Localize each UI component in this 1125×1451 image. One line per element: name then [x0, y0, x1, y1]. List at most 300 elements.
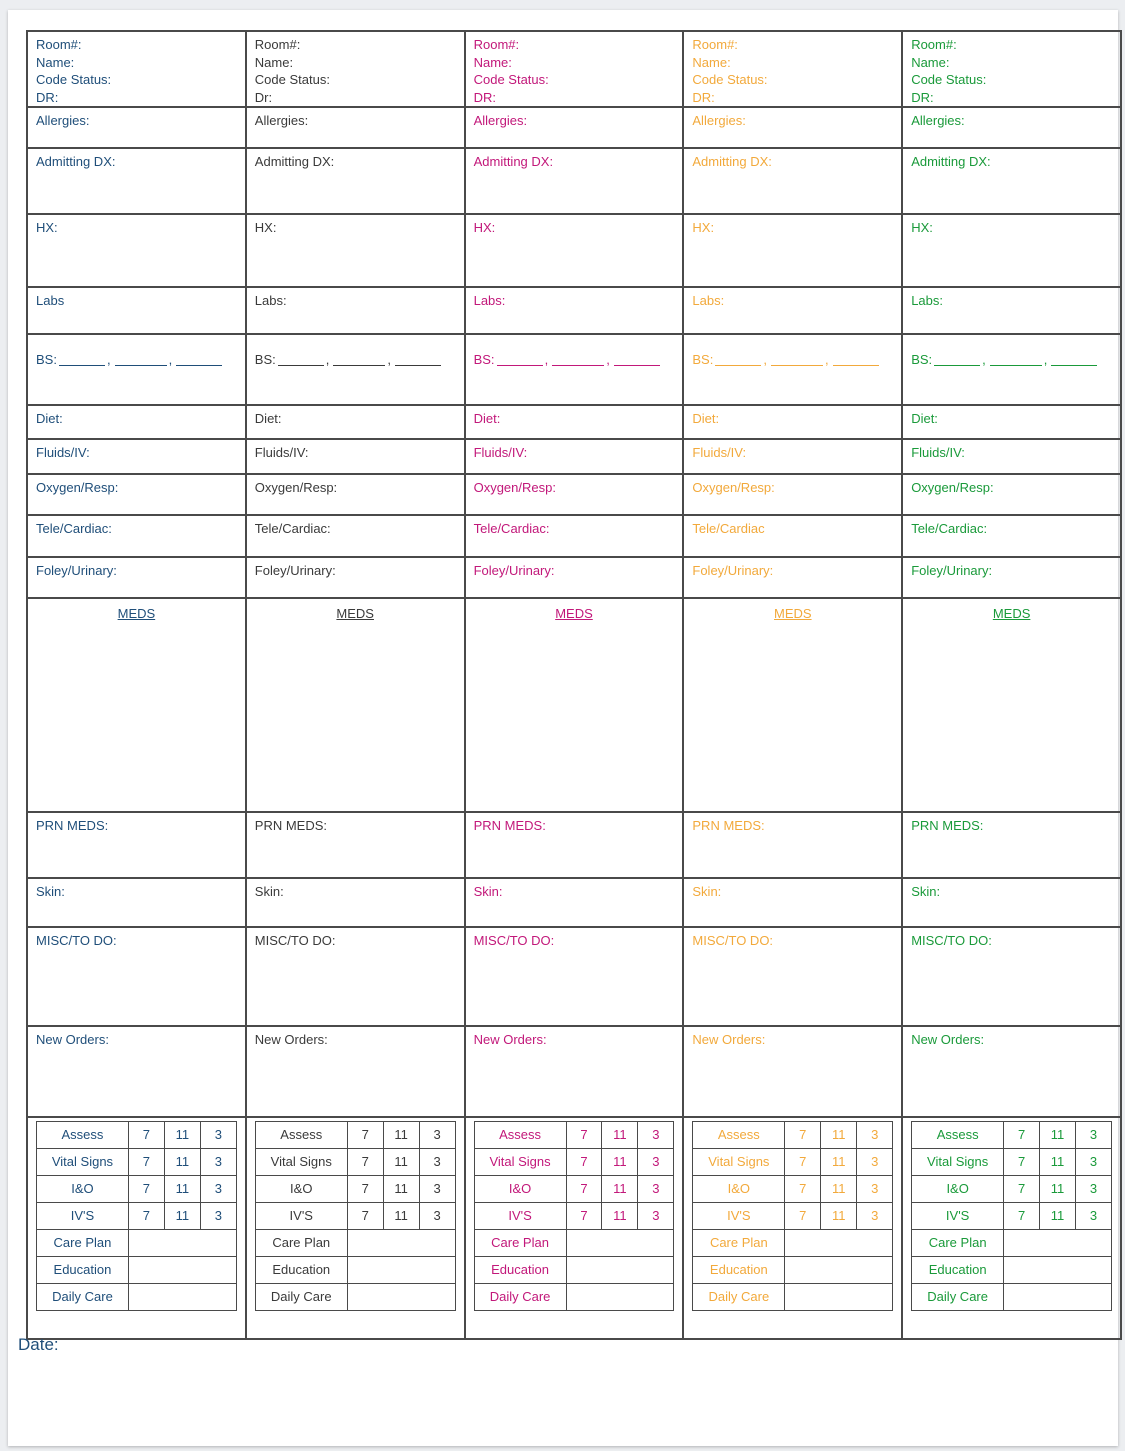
name-label: Name: — [36, 54, 75, 70]
misc-todo-field[interactable] — [903, 926, 1120, 1025]
bs-blank-2[interactable] — [771, 364, 823, 366]
foley-urinary-label: Foley/Urinary: — [36, 563, 117, 578]
skin-label: Skin: — [911, 884, 941, 899]
meds-section[interactable] — [903, 597, 1120, 811]
blood-sugar-field[interactable]: BS: , , — [684, 333, 901, 404]
shift-checklist[interactable] — [903, 1116, 1120, 1340]
foley-urinary-label: Foley/Urinary: — [692, 563, 774, 578]
tele-cardiac-field[interactable] — [903, 514, 1120, 556]
checklist-label: Vital Signs — [693, 1149, 785, 1176]
labs-field[interactable] — [903, 286, 1120, 333]
bs-label: BS: — [692, 352, 714, 367]
time-checkbox[interactable]: 7 — [785, 1203, 821, 1230]
tele-cardiac-field[interactable] — [684, 514, 901, 556]
oxygen-resp-label: Oxygen/Resp: — [692, 480, 775, 495]
checklist-label: Education — [255, 1257, 347, 1284]
fluids-iv-label: Fluids/IV: — [36, 445, 90, 460]
allergies-field[interactable] — [28, 106, 245, 147]
checklist-label: Care Plan — [912, 1230, 1004, 1257]
time-checkbox[interactable]: 3 — [857, 1203, 893, 1230]
time-checkbox[interactable]: 7 — [347, 1176, 383, 1203]
time-checkbox[interactable]: 3 — [1076, 1203, 1112, 1230]
blood-sugar-field[interactable]: BS: , , — [247, 333, 464, 404]
misc-todo-field[interactable] — [466, 926, 683, 1025]
time-checkbox[interactable]: 11 — [602, 1176, 638, 1203]
tele-cardiac-label: Tele/Cardiac: — [473, 521, 550, 536]
code-status-label: Code Status: — [36, 72, 112, 87]
meds-title: MEDS — [555, 606, 593, 621]
hx-field[interactable] — [903, 213, 1120, 286]
time-checkbox[interactable]: 7 — [566, 1203, 602, 1230]
prn-meds-label: PRN MEDS: — [36, 818, 109, 833]
skin-field[interactable] — [684, 877, 901, 926]
hx-label: HX: — [254, 220, 277, 235]
hx-field[interactable] — [28, 213, 245, 286]
checklist-blank[interactable] — [785, 1284, 893, 1311]
meds-section[interactable] — [684, 597, 901, 811]
checklist-label: Assess — [693, 1122, 785, 1149]
code-status-label: Code Status: — [254, 72, 330, 87]
checklist-label: IV'S — [255, 1203, 347, 1230]
bs-blank-3[interactable] — [1051, 364, 1097, 366]
time-checkbox[interactable]: 7 — [128, 1203, 164, 1230]
misc-todo-label: MISC/TO DO: — [254, 933, 336, 948]
time-checkbox[interactable]: 3 — [419, 1122, 455, 1149]
diet-label: Diet: — [36, 411, 63, 426]
tele-cardiac-field[interactable] — [247, 514, 464, 556]
shift-checklist[interactable] — [247, 1116, 464, 1340]
time-checkbox[interactable]: 7 — [128, 1122, 164, 1149]
prn-meds-label: PRN MEDS: — [254, 818, 328, 833]
time-checkbox[interactable]: 7 — [566, 1149, 602, 1176]
date-label: Date: — [18, 1335, 59, 1354]
time-checkbox[interactable]: 3 — [638, 1122, 674, 1149]
allergies-label: Allergies: — [473, 113, 528, 128]
skin-label: Skin: — [36, 884, 65, 899]
prn-meds-field[interactable] — [247, 811, 464, 877]
time-checkbox[interactable]: 11 — [821, 1122, 857, 1149]
checklist-row — [912, 1257, 1112, 1284]
tele-cardiac-label: Tele/Cardiac: — [36, 521, 112, 536]
checklist-row — [255, 1230, 455, 1257]
foley-urinary-field[interactable] — [247, 556, 464, 597]
time-checkbox[interactable]: 3 — [200, 1203, 236, 1230]
checklist-label: Assess — [474, 1122, 566, 1149]
room-number-label: Room#: — [692, 37, 738, 52]
name-label: Name: — [473, 54, 512, 70]
checklist-row — [37, 1176, 237, 1203]
foley-urinary-field[interactable] — [466, 556, 683, 597]
hx-field[interactable] — [466, 213, 683, 286]
bs-blank-1[interactable] — [715, 364, 761, 366]
doctor-label: DR: — [692, 89, 715, 105]
checklist-label: Vital Signs — [474, 1149, 566, 1176]
bs-blank-1[interactable] — [934, 364, 980, 366]
patient-column-1 — [28, 30, 247, 1340]
checklist-blank[interactable] — [785, 1230, 893, 1257]
time-checkbox[interactable]: 3 — [638, 1203, 674, 1230]
checklist-blank[interactable] — [128, 1284, 236, 1311]
meds-section[interactable] — [466, 597, 683, 811]
time-checkbox[interactable]: 3 — [857, 1149, 893, 1176]
prn-meds-field[interactable] — [684, 811, 901, 877]
foley-urinary-field[interactable] — [28, 556, 245, 597]
checklist-row — [37, 1122, 237, 1149]
bs-label: BS: — [473, 352, 495, 367]
code-status-label: Code Status: — [473, 72, 549, 87]
checklist-blank[interactable] — [566, 1284, 674, 1311]
labs-field[interactable] — [247, 286, 464, 333]
labs-label: Labs: — [911, 293, 943, 308]
bs-blank-2[interactable] — [552, 364, 604, 366]
time-checkbox[interactable]: 7 — [128, 1176, 164, 1203]
checklist-row — [693, 1257, 893, 1284]
checklist-row — [37, 1284, 237, 1311]
new-orders-label: New Orders: — [473, 1032, 547, 1047]
checklist-label: Education — [693, 1257, 785, 1284]
time-checkbox[interactable]: 7 — [566, 1176, 602, 1203]
admitting-dx-field[interactable] — [903, 147, 1120, 213]
checklist-row — [37, 1149, 237, 1176]
time-checkbox[interactable]: 11 — [821, 1203, 857, 1230]
diet-field[interactable] — [466, 404, 683, 438]
time-checkbox[interactable]: 3 — [419, 1149, 455, 1176]
time-checkbox[interactable]: 11 — [164, 1149, 200, 1176]
checklist-row — [693, 1122, 893, 1149]
checklist-row — [693, 1203, 893, 1230]
checklist-label: Education — [37, 1257, 129, 1284]
misc-todo-field[interactable] — [28, 926, 245, 1025]
labs-label: Labs: — [254, 293, 287, 308]
time-checkbox[interactable]: 3 — [200, 1176, 236, 1203]
time-checkbox[interactable]: 3 — [419, 1176, 455, 1203]
bs-blank-3[interactable] — [395, 364, 441, 366]
time-checkbox[interactable]: 3 — [200, 1149, 236, 1176]
doctor-label: DR: — [473, 89, 496, 105]
allergies-field[interactable] — [466, 106, 683, 147]
tele-cardiac-label: Tele/Cardiac: — [254, 521, 331, 536]
allergies-field[interactable] — [247, 106, 464, 147]
checklist-row — [37, 1230, 237, 1257]
patient-column-4 — [684, 30, 903, 1340]
diet-label: Diet: — [692, 411, 720, 426]
new-orders-label: New Orders: — [36, 1032, 109, 1047]
checklist-row — [37, 1203, 237, 1230]
checklist-blank[interactable] — [1004, 1257, 1112, 1284]
checklist-blank[interactable] — [1004, 1284, 1112, 1311]
skin-label: Skin: — [254, 884, 284, 899]
fluids-iv-label: Fluids/IV: — [254, 445, 309, 460]
checklist-label: Assess — [37, 1122, 129, 1149]
time-checkbox[interactable]: 7 — [1004, 1122, 1040, 1149]
checklist-blank[interactable] — [128, 1230, 236, 1257]
fluids-iv-field[interactable] — [247, 438, 464, 473]
time-checkbox[interactable]: 3 — [1076, 1122, 1112, 1149]
blood-sugar-field[interactable]: BS: , , — [903, 333, 1120, 404]
header-block[interactable] — [247, 30, 464, 106]
tele-cardiac-field[interactable] — [466, 514, 683, 556]
bs-blank-1[interactable] — [59, 364, 105, 366]
checklist-label: IV'S — [693, 1203, 785, 1230]
time-checkbox[interactable]: 11 — [383, 1122, 419, 1149]
admitting-dx-label: Admitting DX: — [254, 154, 335, 169]
checklist-label: IV'S — [912, 1203, 1004, 1230]
time-checkbox[interactable]: 7 — [1004, 1203, 1040, 1230]
misc-todo-label: MISC/TO DO: — [911, 933, 992, 948]
fluids-iv-field[interactable] — [466, 438, 683, 473]
fluids-iv-field[interactable] — [903, 438, 1120, 473]
checklist-row — [693, 1284, 893, 1311]
bs-blank-1[interactable] — [497, 364, 543, 366]
checklist-blank[interactable] — [566, 1230, 674, 1257]
time-checkbox[interactable]: 11 — [602, 1203, 638, 1230]
time-checkbox[interactable]: 3 — [638, 1149, 674, 1176]
bs-blank-1[interactable] — [278, 364, 324, 366]
checklist-label: Vital Signs — [37, 1149, 129, 1176]
labs-label: Labs: — [692, 293, 725, 308]
new-orders-label: New Orders: — [254, 1032, 328, 1047]
doctor-label: DR: — [36, 89, 59, 105]
checklist-label: Care Plan — [37, 1230, 129, 1257]
new-orders-field[interactable] — [903, 1025, 1120, 1116]
bs-blank-2[interactable] — [115, 364, 167, 366]
time-checkbox[interactable]: 7 — [347, 1149, 383, 1176]
diet-label: Diet: — [911, 411, 938, 426]
time-checkbox[interactable]: 7 — [347, 1122, 383, 1149]
checklist-row — [912, 1203, 1112, 1230]
time-checkbox[interactable]: 11 — [1040, 1122, 1076, 1149]
time-checkbox[interactable]: 11 — [164, 1122, 200, 1149]
foley-urinary-field[interactable] — [903, 556, 1120, 597]
checklist-label: Daily Care — [693, 1284, 785, 1311]
new-orders-label: New Orders: — [911, 1032, 985, 1047]
misc-todo-field[interactable] — [247, 926, 464, 1025]
oxygen-resp-label: Oxygen/Resp: — [254, 480, 338, 495]
new-orders-label: New Orders: — [692, 1032, 766, 1047]
meds-section[interactable] — [28, 597, 245, 811]
shift-checklist[interactable] — [466, 1116, 683, 1340]
time-checkbox[interactable]: 11 — [1040, 1203, 1076, 1230]
prn-meds-label: PRN MEDS: — [911, 818, 984, 833]
hx-field[interactable] — [247, 213, 464, 286]
checklist-blank[interactable] — [785, 1257, 893, 1284]
oxygen-resp-field[interactable] — [466, 473, 683, 514]
checklist-label: IV'S — [474, 1203, 566, 1230]
checklist-table — [692, 1121, 893, 1311]
checklist-blank[interactable] — [1004, 1230, 1112, 1257]
admitting-dx-label: Admitting DX: — [473, 154, 554, 169]
admitting-dx-field[interactable] — [247, 147, 464, 213]
checklist-label: Education — [912, 1257, 1004, 1284]
prn-meds-field[interactable] — [903, 811, 1120, 877]
fluids-iv-field[interactable] — [684, 438, 901, 473]
prn-meds-field[interactable] — [466, 811, 683, 877]
time-checkbox[interactable]: 11 — [602, 1122, 638, 1149]
time-checkbox[interactable]: 11 — [383, 1149, 419, 1176]
time-checkbox[interactable]: 3 — [200, 1122, 236, 1149]
allergies-label: Allergies: — [692, 113, 746, 128]
checklist-row — [912, 1149, 1112, 1176]
diet-field[interactable] — [247, 404, 464, 438]
checklist-blank[interactable] — [347, 1257, 455, 1284]
patient-grid — [26, 30, 1122, 1340]
patient-column-3 — [466, 30, 685, 1340]
time-checkbox[interactable]: 3 — [419, 1203, 455, 1230]
admitting-dx-field[interactable] — [466, 147, 683, 213]
shift-checklist[interactable] — [28, 1116, 245, 1340]
checklist-blank[interactable] — [128, 1257, 236, 1284]
diet-field[interactable] — [684, 404, 901, 438]
meds-section[interactable] — [247, 597, 464, 811]
labs-label: Labs — [36, 293, 65, 308]
foley-urinary-label: Foley/Urinary: — [254, 563, 336, 578]
skin-field[interactable] — [466, 877, 683, 926]
fluids-iv-field[interactable] — [28, 438, 245, 473]
skin-field[interactable] — [247, 877, 464, 926]
checklist-row — [474, 1176, 674, 1203]
checklist-label: I&O — [255, 1176, 347, 1203]
checklist-label: I&O — [912, 1176, 1004, 1203]
time-checkbox[interactable]: 3 — [857, 1122, 893, 1149]
checklist-row — [474, 1203, 674, 1230]
header-block[interactable] — [684, 30, 901, 106]
hx-field[interactable] — [684, 213, 901, 286]
oxygen-resp-field[interactable] — [684, 473, 901, 514]
bs-blank-3[interactable] — [833, 364, 879, 366]
allergies-label: Allergies: — [254, 113, 309, 128]
time-checkbox[interactable]: 11 — [164, 1176, 200, 1203]
labs-field[interactable] — [684, 286, 901, 333]
oxygen-resp-field[interactable] — [28, 473, 245, 514]
admitting-dx-field[interactable] — [684, 147, 901, 213]
oxygen-resp-field[interactable] — [903, 473, 1120, 514]
checklist-label: I&O — [474, 1176, 566, 1203]
checklist-row — [693, 1230, 893, 1257]
checklist-label: Care Plan — [255, 1230, 347, 1257]
hx-label: HX: — [692, 220, 715, 235]
tele-cardiac-label: Tele/Cardiac: — [911, 521, 988, 536]
foley-urinary-label: Foley/Urinary: — [911, 563, 993, 578]
checklist-label: Daily Care — [255, 1284, 347, 1311]
hx-label: HX: — [911, 220, 933, 235]
blood-sugar-field[interactable]: BS: , , — [28, 333, 245, 404]
oxygen-resp-field[interactable] — [247, 473, 464, 514]
checklist-label: I&O — [37, 1176, 129, 1203]
header-block[interactable] — [28, 30, 245, 106]
checklist-row — [912, 1176, 1112, 1203]
checklist-blank[interactable] — [347, 1230, 455, 1257]
time-checkbox[interactable]: 11 — [383, 1203, 419, 1230]
diet-field[interactable] — [28, 404, 245, 438]
new-orders-field[interactable] — [28, 1025, 245, 1116]
new-orders-field[interactable] — [684, 1025, 901, 1116]
blood-sugar-field[interactable]: BS: , , — [466, 333, 683, 404]
diet-field[interactable] — [903, 404, 1120, 438]
allergies-field[interactable] — [903, 106, 1120, 147]
time-checkbox[interactable]: 11 — [821, 1176, 857, 1203]
meds-title: MEDS — [117, 606, 156, 621]
prn-meds-label: PRN MEDS: — [692, 818, 765, 833]
checklist-blank[interactable] — [566, 1257, 674, 1284]
new-orders-field[interactable] — [247, 1025, 464, 1116]
checklist-label: I&O — [693, 1176, 785, 1203]
prn-meds-field[interactable] — [28, 811, 245, 877]
admitting-dx-field[interactable] — [28, 147, 245, 213]
tele-cardiac-field[interactable] — [28, 514, 245, 556]
room-number-label: Room#: — [473, 37, 520, 52]
tele-cardiac-label: Tele/Cardiac — [692, 521, 765, 536]
allergies-field[interactable] — [684, 106, 901, 147]
labs-field[interactable] — [28, 286, 245, 333]
room-number-label: Room#: — [36, 37, 82, 52]
name-label: Name: — [911, 54, 950, 70]
bs-blank-3[interactable] — [614, 364, 660, 366]
time-checkbox[interactable]: 11 — [821, 1149, 857, 1176]
bs-blank-3[interactable] — [176, 364, 222, 366]
code-status-label: Code Status: — [911, 72, 987, 87]
time-checkbox[interactable]: 11 — [1040, 1149, 1076, 1176]
bs-blank-2[interactable] — [333, 364, 385, 366]
time-checkbox[interactable]: 7 — [785, 1122, 821, 1149]
time-checkbox[interactable]: 3 — [1076, 1149, 1112, 1176]
misc-todo-label: MISC/TO DO: — [473, 933, 555, 948]
misc-todo-field[interactable] — [684, 926, 901, 1025]
allergies-label: Allergies: — [911, 113, 965, 128]
time-checkbox[interactable]: 7 — [785, 1149, 821, 1176]
header-block[interactable] — [466, 30, 683, 106]
labs-field[interactable] — [466, 286, 683, 333]
admitting-dx-label: Admitting DX: — [692, 154, 772, 169]
time-checkbox[interactable]: 3 — [638, 1176, 674, 1203]
checklist-row — [255, 1284, 455, 1311]
time-checkbox[interactable]: 7 — [785, 1176, 821, 1203]
time-checkbox[interactable]: 7 — [1004, 1176, 1040, 1203]
time-checkbox[interactable]: 11 — [383, 1176, 419, 1203]
doctor-label: DR: — [911, 89, 934, 105]
skin-field[interactable] — [28, 877, 245, 926]
oxygen-resp-label: Oxygen/Resp: — [36, 480, 119, 495]
bs-blank-2[interactable] — [990, 364, 1042, 366]
header-block[interactable] — [903, 30, 1120, 106]
time-checkbox[interactable]: 7 — [566, 1122, 602, 1149]
name-label: Name: — [254, 54, 294, 70]
skin-field[interactable] — [903, 877, 1120, 926]
new-orders-field[interactable] — [466, 1025, 683, 1116]
time-checkbox[interactable]: 11 — [164, 1203, 200, 1230]
time-checkbox[interactable]: 3 — [1076, 1176, 1112, 1203]
foley-urinary-field[interactable] — [684, 556, 901, 597]
time-checkbox[interactable]: 11 — [602, 1149, 638, 1176]
misc-todo-label: MISC/TO DO: — [36, 933, 117, 948]
checklist-blank[interactable] — [347, 1284, 455, 1311]
time-checkbox[interactable]: 3 — [857, 1176, 893, 1203]
allergies-label: Allergies: — [36, 113, 90, 128]
time-checkbox[interactable]: 11 — [1040, 1176, 1076, 1203]
checklist-label: Care Plan — [474, 1230, 566, 1257]
checklist-label: Assess — [255, 1122, 347, 1149]
checklist-label: Assess — [912, 1122, 1004, 1149]
time-checkbox[interactable]: 7 — [128, 1149, 164, 1176]
time-checkbox[interactable]: 7 — [1004, 1149, 1040, 1176]
time-checkbox[interactable]: 7 — [347, 1203, 383, 1230]
foley-urinary-label: Foley/Urinary: — [473, 563, 555, 578]
meds-title: MEDS — [992, 606, 1031, 621]
patient-column-2 — [247, 30, 466, 1340]
fluids-iv-label: Fluids/IV: — [692, 445, 747, 460]
shift-checklist[interactable] — [684, 1116, 901, 1340]
checklist-table — [36, 1121, 237, 1311]
code-status-label: Code Status: — [692, 72, 768, 87]
